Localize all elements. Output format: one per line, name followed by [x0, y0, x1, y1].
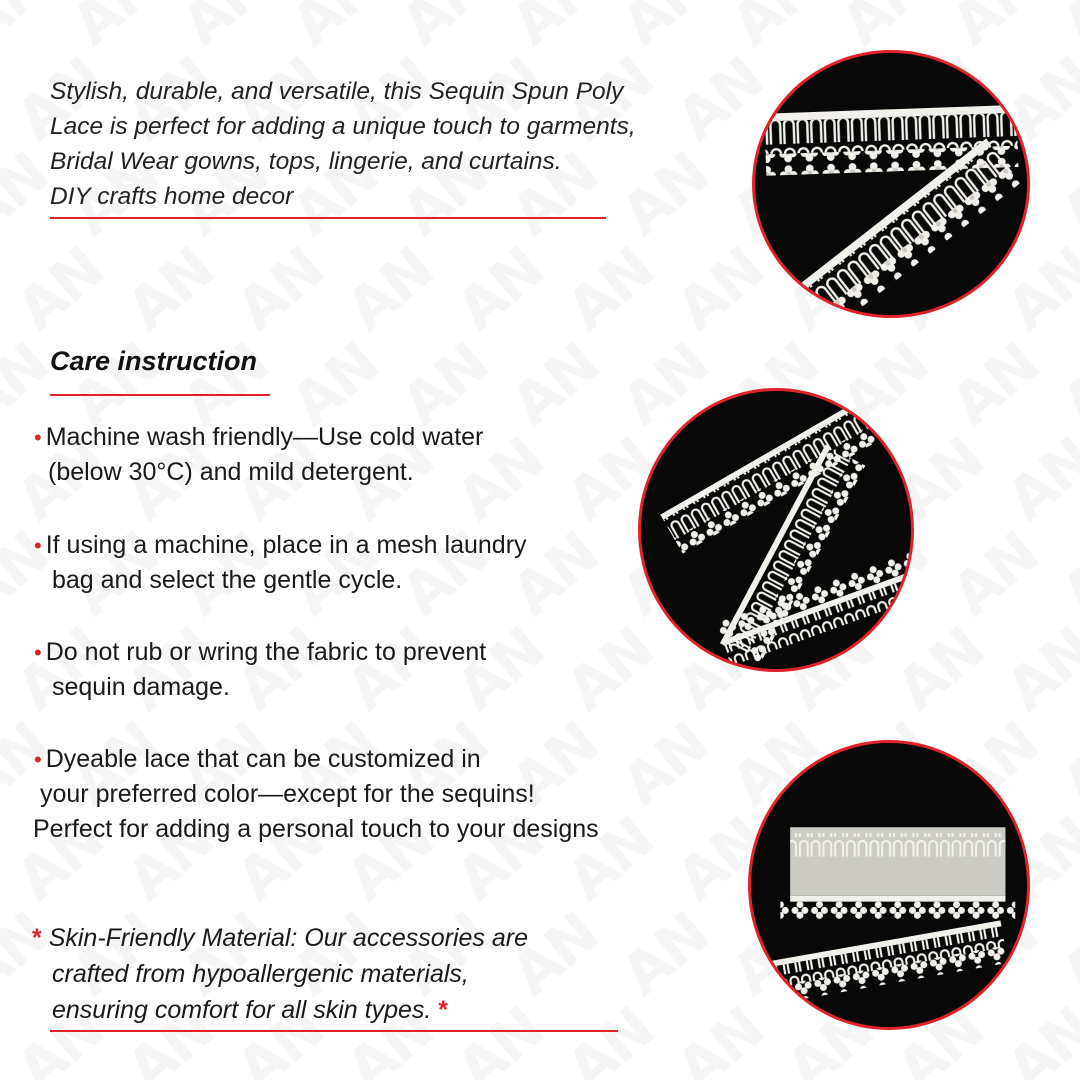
bullet-icon: • [34, 747, 42, 772]
watermark-logo [389, 0, 501, 59]
watermark-logo [939, 0, 1051, 59]
watermark-logo [1049, 0, 1080, 59]
watermark-logo [1049, 329, 1080, 439]
lace-image-1 [755, 53, 1027, 315]
watermark-logo [59, 0, 171, 59]
bullet-icon: • [34, 425, 42, 450]
watermark-logo [334, 234, 446, 344]
skin-friendly-note: * Skin-Friendly Material: Our accessories are crafted from hypoallergenic materials, ensuring comfort for all skin types. * [32, 924, 529, 1024]
watermark-logo [664, 44, 776, 154]
description-underline [50, 217, 606, 219]
watermark-logo [939, 329, 1051, 439]
watermark-logo [1049, 519, 1080, 629]
bullet-icon: • [34, 533, 42, 558]
watermark-logo [499, 0, 611, 59]
skin-note-underline [50, 1030, 618, 1032]
watermark-logo [884, 614, 996, 724]
watermark-logo [994, 994, 1080, 1080]
watermark-logo [1049, 899, 1080, 1009]
watermark-logo [114, 234, 226, 344]
watermark-logo [1049, 709, 1080, 819]
watermark-logo [554, 994, 666, 1080]
care-item-machine: • If using a machine, place in a mesh laundry bag and select the gentle cycle. [34, 531, 527, 594]
care-item-rub: • Do not rub or wring the fabric to prevent sequin damage. [34, 638, 487, 701]
watermark-logo [939, 519, 1051, 629]
asterisk-icon: * [32, 924, 42, 952]
watermark-logo [169, 0, 281, 59]
lace-photo-2 [638, 388, 914, 672]
product-description [50, 74, 650, 214]
watermark-logo [554, 234, 666, 344]
watermark-logo [224, 234, 336, 344]
care-item-dyeable: • Dyeable lace that can be customized in your preferred color—except for the sequins! Perfect for adding a personal touch to your designs [33, 745, 599, 843]
watermark-logo [0, 0, 61, 59]
care-instruction-title: Care instruction [50, 346, 258, 376]
lace-image-3 [751, 743, 1027, 1027]
watermark-logo [279, 0, 391, 59]
bullet-icon: • [34, 640, 42, 665]
description-line-1: Stylish, durable, and versatile, this Sequin Spun Poly [50, 78, 624, 105]
watermark-logo [609, 709, 721, 819]
watermark-logo [4, 234, 116, 344]
lace-image-2 [641, 391, 911, 669]
lace-photo-3 [748, 740, 1030, 1030]
description-line-3: Bridal Wear gowns, tops, lingerie, and curtains. [50, 148, 562, 175]
watermark-logo [994, 614, 1080, 724]
description-line-2: Lace is perfect for adding a unique touch to garments, [50, 113, 636, 140]
watermark-logo [444, 234, 556, 344]
watermark-logo [994, 424, 1080, 534]
watermark-logo [499, 329, 611, 439]
watermark-logo [1049, 139, 1080, 249]
watermark-logo [609, 0, 721, 59]
watermark-logo [719, 0, 831, 59]
care-item-wash: • Machine wash friendly—Use cold water (below 30°C) and mild detergent. [34, 423, 484, 486]
watermark-logo [554, 614, 666, 724]
care-title-underline [50, 394, 270, 396]
watermark-logo [664, 994, 776, 1080]
description-line-4: DIY crafts home decor [50, 183, 294, 210]
watermark-logo [609, 899, 721, 1009]
asterisk-icon: * [438, 996, 449, 1024]
watermark-logo [664, 234, 776, 344]
lace-photo-1 [752, 50, 1030, 318]
